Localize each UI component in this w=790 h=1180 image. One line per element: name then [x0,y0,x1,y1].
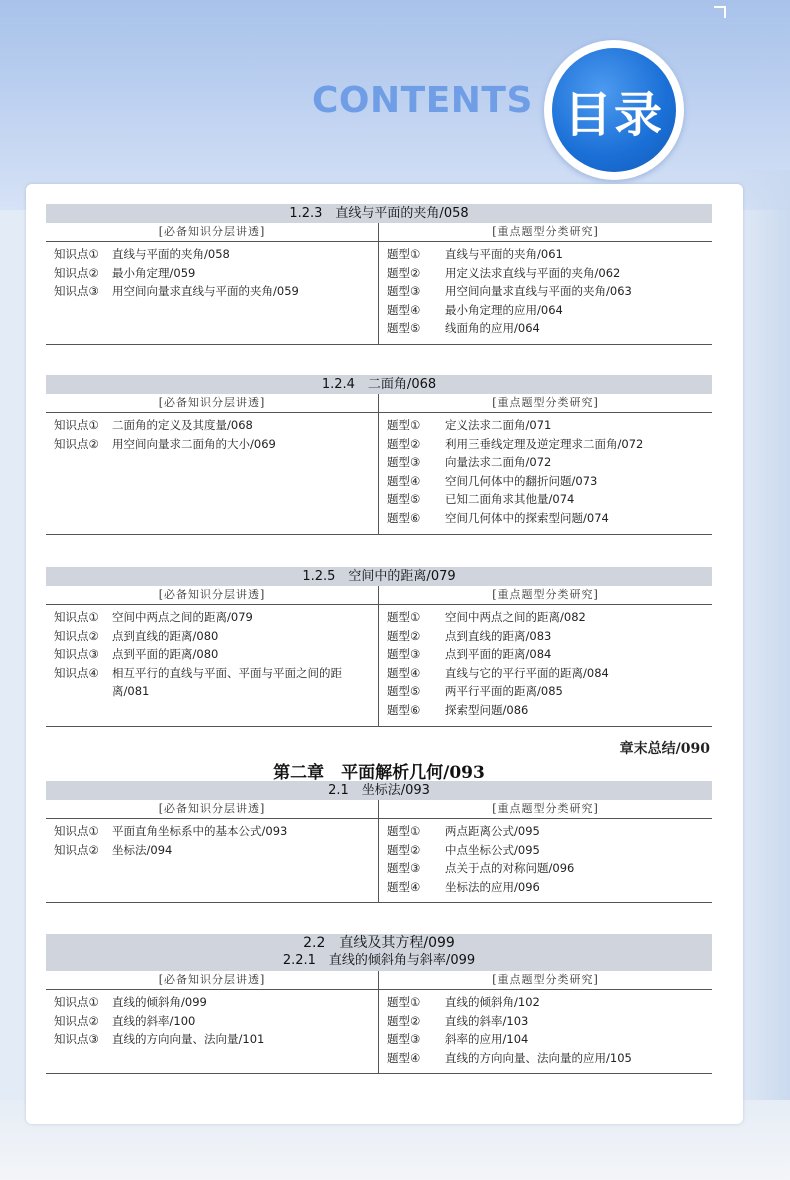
question-type-item[interactable] [387,627,712,646]
knowledge-banner: [必备知识分层讲透] [46,800,378,819]
knowledge-point-item[interactable] [54,1012,378,1031]
question-type-item[interactable] [387,993,712,1012]
question-type-item[interactable] [387,416,712,435]
item-label: 题型⑤ [387,321,421,336]
item-label: 知识点① [54,418,99,432]
item-label: 知识点② [54,842,99,857]
section-columns [46,223,712,345]
item-label: 题型② [387,436,421,451]
item-label: 题型④ [387,473,421,488]
item-text: 坐标法/094 [112,842,173,857]
knowledge-point-item[interactable] [54,245,378,264]
item-text: 空间中两点之间的距离/082 [445,610,586,624]
item-text: 最小角定理的应用/064 [445,302,563,317]
question-type-item[interactable] [387,1030,712,1049]
question-type-column [379,223,712,344]
item-label: 题型③ [387,647,421,662]
section-title[interactable]: 1.2.3 直线与平面的夹角/058 [46,204,712,223]
item-label: 题型⑤ [387,492,421,507]
item-label: 题型④ [387,879,421,894]
knowledge-column [46,971,379,1073]
item-text: 空间中两点之间的距离/079 [112,610,253,624]
item-label: 题型④ [387,302,421,317]
item-text: 直线的倾斜角/102 [445,995,540,1009]
question-type-item[interactable] [387,645,712,664]
knowledge-banner: [必备知识分层讲透] [46,971,378,990]
knowledge-point-item[interactable] [54,822,378,841]
item-label: 知识点③ [54,284,99,299]
section-columns [46,971,712,1074]
knowledge-point-item[interactable] [54,664,378,701]
item-text: 两点距离公式/095 [445,824,540,838]
question-type-item[interactable] [387,859,712,878]
question-type-column [379,800,712,902]
item-label: 题型② [387,628,421,643]
item-label: 题型④ [387,665,421,680]
item-text: 坐标法的应用/096 [445,879,540,894]
knowledge-banner: [必备知识分层讲透] [46,223,378,242]
item-text: 两平行平面的距离/085 [445,684,563,699]
item-text: 最小角定理/059 [112,265,196,280]
knowledge-point-item[interactable] [54,993,378,1012]
item-text: 定义法求二面角/071 [445,418,552,432]
item-label: 知识点③ [54,1032,99,1047]
item-list [46,819,378,865]
toc-section [46,934,712,1074]
item-text: 直线的斜率/100 [112,1013,196,1028]
question-type-banner: [重点题型分类研究] [379,971,712,990]
knowledge-point-item[interactable] [54,416,378,435]
question-type-item[interactable] [387,264,712,283]
question-type-column [379,586,712,726]
question-type-item[interactable] [387,1012,712,1031]
item-label: 知识点① [54,995,99,1009]
question-type-column [379,394,712,534]
item-list [379,819,712,902]
chapter-summary-link[interactable]: 章末总结/090 [619,741,710,757]
chapter-title[interactable]: 第二章 平面解析几何/093 [273,763,485,783]
item-text: 直线与它的平行平面的距离/084 [445,665,609,680]
question-type-banner: [重点题型分类研究] [379,586,712,605]
item-text: 直线的倾斜角/099 [112,995,207,1009]
item-text: 空间几何体中的翻折问题/073 [445,473,598,488]
item-text: 用空间向量求二面角的大小/069 [112,436,276,451]
item-label: 题型① [387,247,421,261]
item-list [379,413,712,534]
item-text: 利用三垂线定理及逆定理求二面角/072 [445,436,644,451]
item-label: 知识点③ [54,647,99,662]
item-label: 知识点① [54,247,99,261]
item-text: 直线与平面的夹角/058 [112,247,230,261]
item-list [379,605,712,726]
knowledge-point-item[interactable] [54,1030,378,1049]
section-title[interactable]: 1.2.5 空间中的距离/079 [46,567,712,586]
knowledge-point-item[interactable] [54,282,378,301]
subsection-title[interactable]: 2.2.1 直线的倾斜角与斜率/099 [282,953,476,968]
question-type-item[interactable] [387,822,712,841]
item-text: 点到平面的距离/080 [112,647,219,662]
item-label: 题型① [387,824,421,838]
item-label: 题型③ [387,455,421,470]
item-text: 相互平行的直线与平面、平面与平面之间的距离/081 [112,665,342,699]
question-type-item[interactable] [387,435,712,454]
question-type-item[interactable] [387,472,712,491]
question-type-item[interactable] [387,301,712,320]
item-text: 直线的方向向量、法向量/101 [112,1032,265,1047]
item-label: 题型③ [387,284,421,299]
question-type-banner: [重点题型分类研究] [379,800,712,819]
item-label: 题型⑤ [387,684,421,699]
knowledge-point-item[interactable] [54,841,378,860]
item-label: 知识点① [54,610,99,624]
knowledge-point-item[interactable] [54,608,378,627]
item-text: 二面角的定义及其度量/068 [112,418,253,432]
item-list [379,242,712,344]
knowledge-point-item[interactable] [54,435,378,454]
knowledge-column [46,394,379,534]
item-text: 平面直角坐标系中的基本公式/093 [112,824,288,838]
knowledge-point-item[interactable] [54,645,378,664]
section-title[interactable]: 2.1 坐标法/093 [46,781,712,800]
toc-section [46,781,712,903]
item-text: 点到直线的距离/080 [112,628,219,643]
question-type-item[interactable] [387,453,712,472]
item-text: 已知二面角求其他量/074 [445,492,575,507]
corner-mark [714,6,726,18]
question-type-column [379,971,712,1073]
knowledge-banner: [必备知识分层讲透] [46,394,378,413]
item-label: 知识点② [54,1013,99,1028]
item-text: 用定义法求直线与平面的夹角/062 [445,265,621,280]
section-columns [46,394,712,535]
question-type-banner: [重点题型分类研究] [379,223,712,242]
knowledge-column [46,223,379,344]
knowledge-point-item[interactable] [54,627,378,646]
question-type-item[interactable] [387,841,712,860]
question-type-item[interactable] [387,608,712,627]
item-label: 题型⑥ [387,510,421,525]
item-text: 用空间向量求直线与平面的夹角/063 [445,284,632,299]
toc-section [46,204,712,345]
section-title[interactable]: 2.2 直线及其方程/099 [303,935,455,951]
question-type-item[interactable] [387,878,712,897]
section-columns [46,586,712,727]
question-type-item[interactable] [387,490,712,509]
item-label: 知识点① [54,824,99,838]
section-header [46,934,712,971]
item-text: 点关于点的对称问题/096 [445,861,575,876]
item-list [46,242,378,307]
item-list [46,990,378,1055]
item-label: 知识点② [54,265,99,280]
item-label: 知识点② [54,436,99,451]
knowledge-column [46,586,379,726]
item-text: 点到平面的距离/084 [445,647,552,662]
knowledge-banner: [必备知识分层讲透] [46,586,378,605]
item-list [46,605,378,707]
item-list [46,413,378,459]
question-type-banner: [重点题型分类研究] [379,394,712,413]
item-label: 题型③ [387,1032,421,1047]
item-text: 点到直线的距离/083 [445,628,552,643]
item-label: 题型④ [387,1050,421,1065]
item-list [379,990,712,1073]
section-columns [46,800,712,903]
question-type-item[interactable] [387,682,712,701]
knowledge-point-item[interactable] [54,264,378,283]
item-text: 直线与平面的夹角/061 [445,247,563,261]
item-label: 题型② [387,842,421,857]
item-text: 探索型问题/086 [445,702,529,717]
contents-heading: CONTENTS [312,80,533,121]
question-type-item[interactable] [387,1049,712,1068]
section-title[interactable]: 1.2.4 二面角/068 [46,375,712,394]
item-text: 线面角的应用/064 [445,321,540,336]
item-text: 直线的斜率/103 [445,1013,529,1028]
toc-section [46,375,712,535]
item-label: 题型① [387,418,421,432]
question-type-item[interactable] [387,245,712,264]
item-label: 题型① [387,995,421,1009]
item-label: 题型⑥ [387,702,421,717]
knowledge-column [46,800,379,902]
question-type-item[interactable] [387,509,712,528]
toc-badge: 目录 [552,48,676,172]
question-type-item[interactable] [387,664,712,683]
item-label: 知识点④ [54,665,99,680]
item-label: 题型② [387,1013,421,1028]
toc-section [46,567,712,727]
question-type-item[interactable] [387,319,712,338]
item-text: 斜率的应用/104 [445,1032,529,1047]
item-label: 知识点② [54,628,99,643]
item-text: 直线的方向向量、法向量的应用/105 [445,1050,632,1065]
question-type-item[interactable] [387,282,712,301]
item-text: 空间几何体中的探索型问题/074 [445,510,609,525]
item-label: 题型① [387,610,421,624]
item-text: 向量法求二面角/072 [445,455,552,470]
item-text: 中点坐标公式/095 [445,842,540,857]
item-label: 题型③ [387,861,421,876]
item-text: 用空间向量求直线与平面的夹角/059 [112,284,299,299]
item-label: 题型② [387,265,421,280]
question-type-item[interactable] [387,701,712,720]
